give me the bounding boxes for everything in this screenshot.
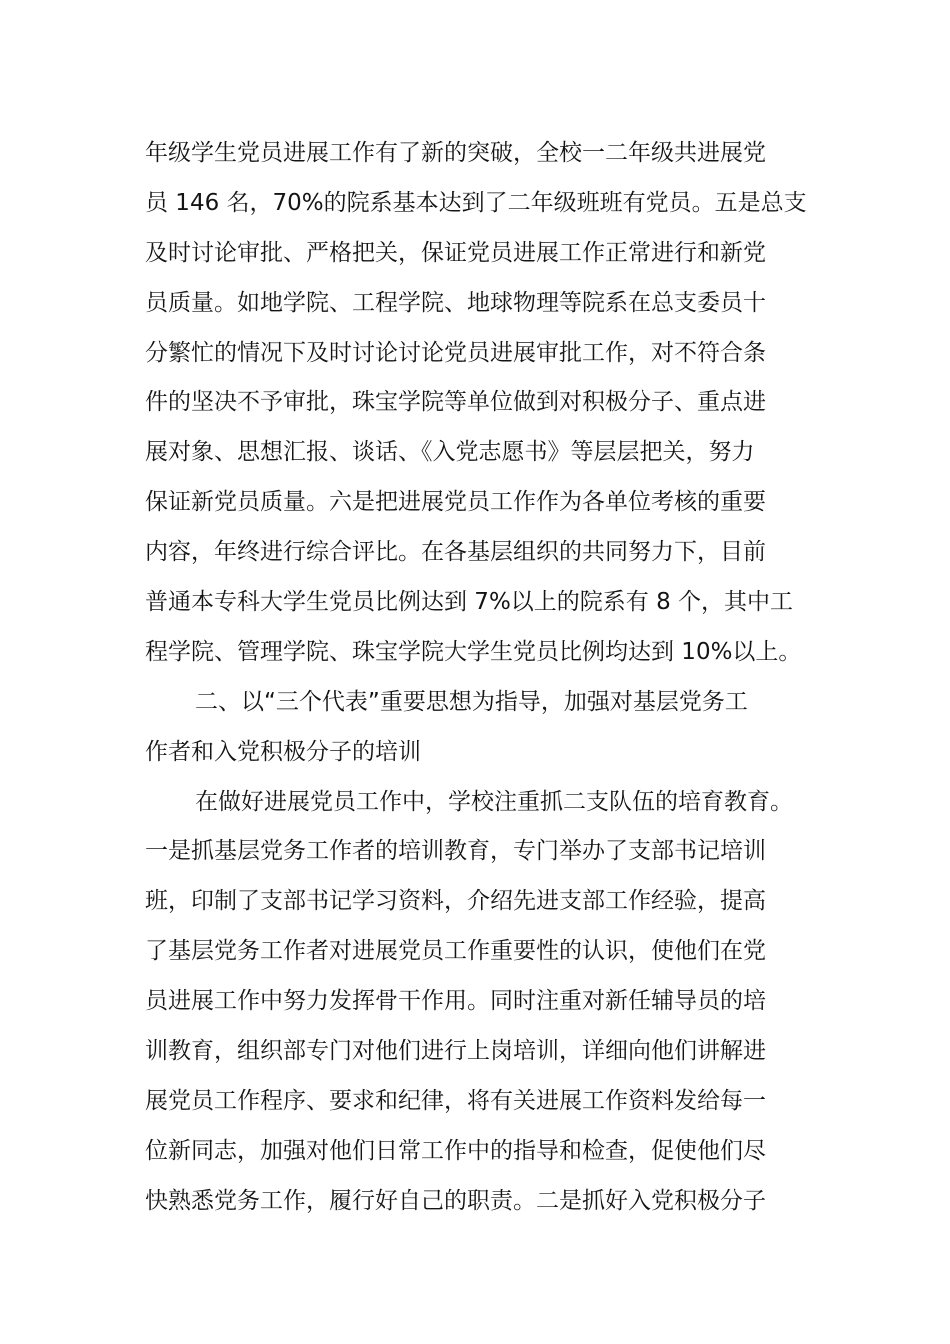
text-line: 员进展工作中努力发挥骨干作用。同时注重对新任辅导员的培: [145, 988, 766, 1015]
text-line: 保证新党员质量。六是把进展党员工作作为各单位考核的重要: [145, 489, 766, 516]
text-line: 及时讨论审批、严格把关，保证党员进展工作正常进行和新党: [145, 239, 766, 266]
text-line: 了基层党务工作者对进展党员工作重要性的认识，使他们在党: [145, 938, 766, 965]
text-line: 位新同志，加强对他们日常工作中的指导和检查，促使他们尽: [145, 1137, 766, 1164]
text-line: 展对象、思想汇报、谈话、《入党志愿书》等层层把关，努力: [145, 439, 755, 466]
section-heading-line: 二、以“三个代表”重要思想为指导，加强对基层党务工: [195, 688, 748, 715]
text-line: 件的坚决不予审批，珠宝学院等单位做到对积极分子、重点进: [145, 389, 766, 416]
text-line: 训教育，组织部专门对他们进行上岗培训，详细向他们讲解进: [145, 1038, 766, 1065]
section-heading-line: 作者和入党积极分子的培训: [145, 738, 421, 765]
text-line: 内容，年终进行综合评比。在各基层组织的共同努力下，目前: [145, 539, 766, 566]
text-line: 年级学生党员进展工作有了新的突破，全校一二年级共进展党: [145, 140, 766, 166]
text-line: 分繁忙的情况下及时讨论讨论党员进展审批工作，对不符合条: [145, 339, 766, 366]
text-line: 在做好进展党员工作中，学校注重抓二支队伍的培育教育。: [195, 788, 793, 815]
text-line: 快熟悉党务工作，履行好自己的职责。二是抓好入党积极分子: [145, 1187, 766, 1214]
text-line: 员 146 名，70%的院系基本达到了二年级班班有党员。五是总支: [145, 189, 807, 216]
document-body: [145, 129, 825, 1227]
text-line: 班，印制了支部书记学习资料，介绍先进支部工作经验，提高: [145, 888, 766, 915]
text-line: 展党员工作程序、要求和纪律，将有关进展工作资料发给每一: [145, 1087, 766, 1114]
text-line: 程学院、管理学院、珠宝学院大学生党员比例均达到 10%以上。: [145, 638, 802, 665]
text-line: 员质量。如地学院、工程学院、地球物理等院系在总支委员十: [145, 289, 766, 316]
text-line: 普通本专科大学生党员比例达到 7%以上的院系有 8 个，其中工: [145, 589, 794, 616]
text-line: 一是抓基层党务工作者的培训教育，专门举办了支部书记培训: [145, 838, 766, 865]
